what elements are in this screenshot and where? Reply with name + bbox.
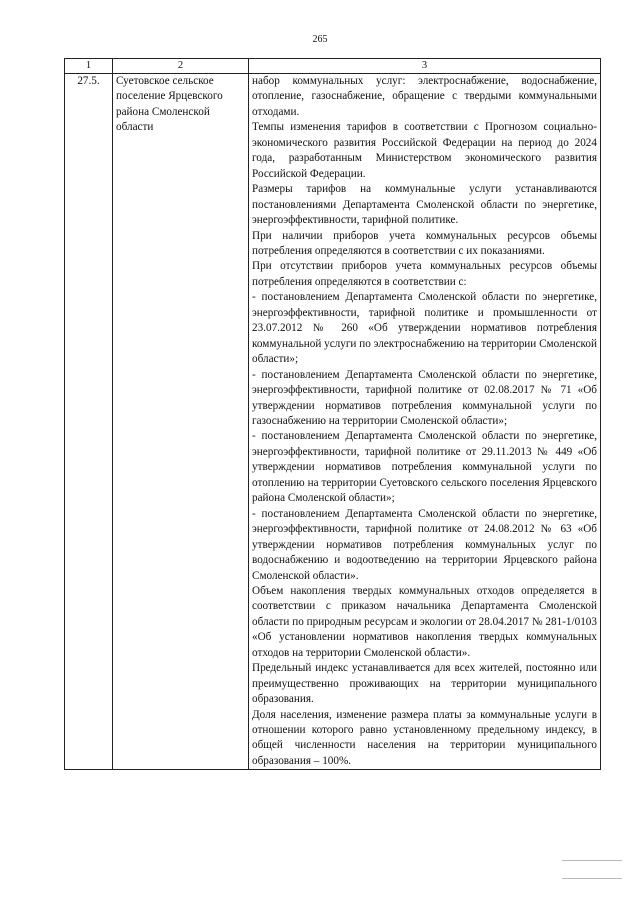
scan-artifact-line: [562, 860, 622, 861]
column-header-3: 3: [249, 59, 601, 74]
list-item-gas-norms: - постановлением Департамента Смоленской области по энергетике, энергоэффективности, тарифной политике от 02.08.2017 № 71 «Об утверждении нормативов потребления коммунальной услуги по газоснабжению на территории Смоленской области»;: [252, 368, 597, 427]
paragraph-utilities-set: набор коммунальных услуг: электроснабжение, водоснабжение, отопление, газоснабжение, обращение с твердыми коммунальными отходами.: [252, 75, 597, 118]
tariff-table: [64, 58, 601, 770]
list-item-water-norms: - постановлением Департамента Смоленской области по энергетике, энергоэффективности, тарифной политике от 24.08.2012 № 63 «Об утверждении нормативов потребления коммунальных услуг по водоснабжению и водоотведению на территории Ярцевского района Смоленской области».: [252, 507, 597, 582]
row-number: 27.5.: [65, 74, 113, 770]
list-item-heating-norms: - постановлением Департамента Смоленской области по энергетике, энергоэффективности, тарифной политике от 29.11.2013 № 449 «Об утверждении нормативов потребления коммунальной услуги по отоплению на территории Суетовского сельского поселения Ярцевского района Смоленской области»;: [252, 430, 597, 505]
list-item-electricity-norms: - постановлением Департамента Смоленской области по энергетике, энергоэффективности, тарифной политике и промышленности от 23.07.2012 № 260 «Об утверждении нормативов потребления коммунальной услуги по электроснабжению на территории Смоленской области»;: [252, 291, 597, 366]
municipality-name: Суетовское сельское поселение Ярцевского района Смоленской области: [113, 74, 249, 770]
table-header-row: [65, 59, 601, 74]
column-header-1: 1: [65, 59, 113, 74]
table-row: [65, 74, 601, 770]
paragraph-tariff-sizes: Размеры тарифов на коммунальные услуги устанавливаются постановлениями Департамента Смоленской области по энергетике, энергоэффективности, тарифной политике.: [252, 183, 597, 227]
paragraph-meters-present: При наличии приборов учета коммунальных ресурсов объемы потребления определяются в соответствии с их показаниями.: [252, 229, 597, 257]
page-number: 265: [312, 34, 328, 45]
scan-artifact-line: [562, 878, 622, 879]
column-header-2: 2: [113, 59, 249, 74]
paragraph-population-share: Доля населения, изменение размера платы за коммунальные услуги в отношении которого равно установленному предельному индексу, в общей численности населения на территории муниципального образования – 100%.: [252, 708, 597, 767]
paragraph-waste-volume: Объем накопления твердых коммунальных отходов определяется в соответствии с приказом начальника Департамента Смоленской области по природным ресурсам и экологии от 28.04.2017 № 281-1/0103 «Об установлении нормативов накопления твердых коммунальных отходов на территории Смоленской области».: [252, 584, 597, 659]
paragraph-limit-index: Предельный индекс устанавливается для всех жителей, постоянно или преимущественно проживающих на территории муниципального образования.: [252, 662, 597, 706]
paragraph-tariff-rates: Темпы изменения тарифов в соответствии с Прогнозом социально-экономического развития Российской Федерации на период до 2024 года, разработанным Министерством экономического развития Российской Федерации.: [252, 121, 597, 180]
description-cell: [249, 74, 601, 770]
paragraph-meters-absent: При отсутствии приборов учета коммунальных ресурсов объемы потребления определяются в соответствии с:: [252, 260, 597, 288]
